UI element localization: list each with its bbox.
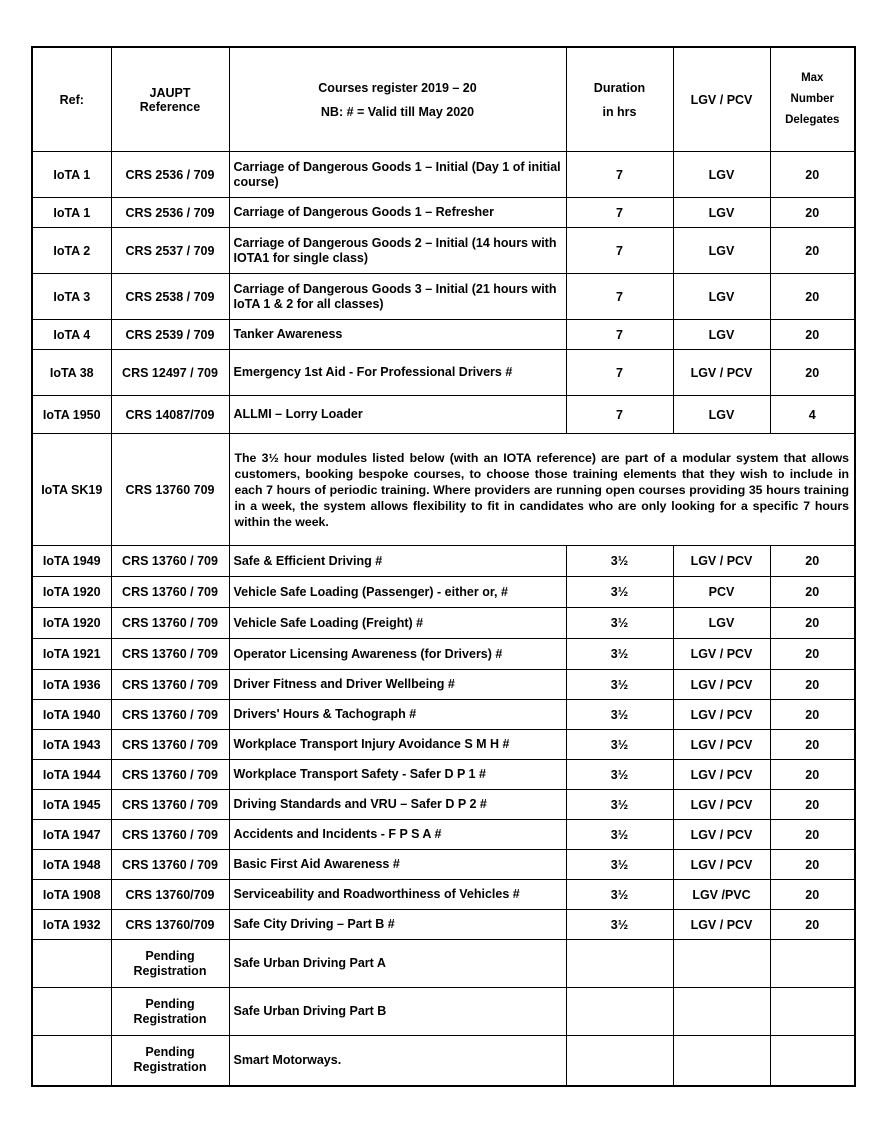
course-cell: Carriage of Dangerous Goods 1 – Initial (Day 1 of initial course): [229, 152, 566, 198]
max-delegates-cell: 20: [770, 700, 855, 730]
table-row: [32, 350, 855, 396]
table-row: [32, 546, 855, 577]
lgv-pcv-cell: LGV / PCV: [673, 820, 770, 850]
table-row: [32, 910, 855, 940]
max-delegates-cell: 20: [770, 820, 855, 850]
lgv-pcv-cell: LGV / PCV: [673, 700, 770, 730]
ref-cell: IoTA 1921: [32, 639, 111, 670]
lgv-pcv-cell: LGV / PCV: [673, 546, 770, 577]
max-delegates-cell: 20: [770, 152, 855, 198]
lgv-pcv-cell: PCV: [673, 577, 770, 608]
duration-cell: 3½: [566, 546, 673, 577]
lgv-pcv-cell: LGV: [673, 396, 770, 434]
jaupt-cell: CRS 13760 / 709: [111, 577, 229, 608]
duration-cell: 7: [566, 274, 673, 320]
lgv-pcv-cell-empty: [673, 988, 770, 1036]
registration-label: Registration: [133, 1060, 207, 1075]
duration-cell: 3½: [566, 850, 673, 880]
duration-cell-empty: [566, 1036, 673, 1086]
ref-cell: IoTA 4: [32, 320, 111, 350]
ref-cell: IoTA 1936: [32, 670, 111, 700]
duration-cell: 3½: [566, 880, 673, 910]
course-cell: Tanker Awareness: [229, 320, 566, 350]
course-cell: Driving Standards and VRU – Safer D P 2 #: [229, 790, 566, 820]
jaupt-cell: CRS 12497 / 709: [111, 350, 229, 396]
jaupt-cell: [111, 1036, 229, 1086]
jaupt-cell: CRS 13760 / 709: [111, 790, 229, 820]
max-delegates-cell: 20: [770, 274, 855, 320]
course-cell: Drivers' Hours & Tachograph #: [229, 700, 566, 730]
course-cell: Vehicle Safe Loading (Freight) #: [229, 608, 566, 639]
jaupt-cell: CRS 13760/709: [111, 910, 229, 940]
lgv-pcv-cell: LGV: [673, 152, 770, 198]
ref-cell: IoTA 1944: [32, 760, 111, 790]
course-cell: Safe & Efficient Driving #: [229, 546, 566, 577]
max-delegates-cell: 20: [770, 850, 855, 880]
table-row-pending: [32, 940, 855, 988]
ref-cell: IoTA 1947: [32, 820, 111, 850]
course-cell: Safe Urban Driving Part A: [229, 940, 566, 988]
ref-cell: IoTA 1: [32, 152, 111, 198]
duration-cell: 3½: [566, 608, 673, 639]
max-delegates-cell: 20: [770, 790, 855, 820]
course-cell: Carriage of Dangerous Goods 1 – Refresher: [229, 198, 566, 228]
lgv-pcv-cell: LGV: [673, 228, 770, 274]
header-jaupt: [111, 47, 229, 152]
jaupt-cell: CRS 2537 / 709: [111, 228, 229, 274]
duration-cell: 3½: [566, 670, 673, 700]
course-cell: Workplace Transport Safety - Safer D P 1 #: [229, 760, 566, 790]
lgv-pcv-cell-empty: [673, 940, 770, 988]
duration-cell-empty: [566, 988, 673, 1036]
table-row: [32, 730, 855, 760]
modular-system-note: The 3½ hour modules listed below (with an IOTA reference) are part of a modular system that allows customers, booking bespoke courses, to choose those training elements that they wish to include in each 7 hours of periodic training. Where providers are running open courses providing 35 hours training in a week, the system allows flexibility to fit in candidates who are only looking for a specific 7 hours within the week.: [229, 434, 855, 546]
course-cell: Smart Motorways.: [229, 1036, 566, 1086]
table-row: [32, 700, 855, 730]
table-row: [32, 820, 855, 850]
table-row-sk19: [32, 434, 855, 546]
lgv-pcv-cell: LGV / PCV: [673, 639, 770, 670]
pending-label: Pending: [145, 948, 195, 963]
course-cell: Basic First Aid Awareness #: [229, 850, 566, 880]
lgv-pcv-cell: LGV: [673, 198, 770, 228]
lgv-pcv-cell: LGV / PCV: [673, 850, 770, 880]
ref-cell: IoTA 3: [32, 274, 111, 320]
table-row: [32, 320, 855, 350]
duration-cell: 7: [566, 228, 673, 274]
header-course-note: NB: # = Valid till May 2020: [320, 104, 475, 119]
course-cell: Vehicle Safe Loading (Passenger) - either or, #: [229, 577, 566, 608]
max-delegates-cell: 20: [770, 546, 855, 577]
jaupt-cell: CRS 13760 / 709: [111, 700, 229, 730]
duration-cell: 7: [566, 198, 673, 228]
max-delegates-cell-empty: [770, 988, 855, 1036]
ref-cell: IoTA 1943: [32, 730, 111, 760]
max-delegates-cell: 20: [770, 730, 855, 760]
ref-cell: IoTA 2: [32, 228, 111, 274]
max-delegates-cell: 20: [770, 910, 855, 940]
header-ref: Ref:: [32, 47, 111, 152]
course-cell: Serviceability and Roadworthiness of Vehicles #: [229, 880, 566, 910]
header-row: [32, 47, 855, 152]
lgv-pcv-cell: LGV / PCV: [673, 730, 770, 760]
table-row: [32, 670, 855, 700]
table-row: [32, 790, 855, 820]
table-row-pending: [32, 1036, 855, 1086]
max-delegates-cell: 20: [770, 198, 855, 228]
ref-cell: IoTA 38: [32, 350, 111, 396]
header-max-delegates: [770, 47, 855, 152]
max-delegates-cell: 20: [770, 228, 855, 274]
header-max-line1: Max: [801, 72, 824, 84]
max-delegates-cell: 20: [770, 880, 855, 910]
jaupt-cell: CRS 13760 / 709: [111, 850, 229, 880]
pending-label: Pending: [145, 1045, 195, 1060]
ref-cell: IoTA 1945: [32, 790, 111, 820]
lgv-pcv-cell: LGV / PCV: [673, 350, 770, 396]
header-jaupt-line1: JAUPT: [149, 85, 191, 100]
max-delegates-cell: 20: [770, 639, 855, 670]
header-duration-line2: in hrs: [602, 104, 637, 119]
header-max-line3: Delegates: [785, 114, 840, 126]
table-body: [32, 152, 855, 1086]
max-delegates-cell: 20: [770, 577, 855, 608]
duration-cell: 7: [566, 350, 673, 396]
table-row: [32, 639, 855, 670]
max-delegates-cell-empty: [770, 940, 855, 988]
course-cell: Safe City Driving – Part B #: [229, 910, 566, 940]
ref-cell: IoTA 1949: [32, 546, 111, 577]
table-row: [32, 198, 855, 228]
course-cell: Safe Urban Driving Part B: [229, 988, 566, 1036]
lgv-pcv-cell: LGV / PCV: [673, 670, 770, 700]
ref-cell: IoTA 1950: [32, 396, 111, 434]
course-cell: Carriage of Dangerous Goods 3 – Initial (21 hours with IoTA 1 & 2 for all classes): [229, 274, 566, 320]
max-delegates-cell: 20: [770, 670, 855, 700]
course-cell: ALLMI – Lorry Loader: [229, 396, 566, 434]
jaupt-cell: CRS 2538 / 709: [111, 274, 229, 320]
table-row: [32, 228, 855, 274]
lgv-pcv-cell: LGV: [673, 274, 770, 320]
courses-register-table: [31, 46, 856, 1087]
duration-cell: 3½: [566, 700, 673, 730]
registration-label: Registration: [133, 1011, 207, 1026]
ref-cell-empty: [32, 1036, 111, 1086]
lgv-pcv-cell: LGV: [673, 608, 770, 639]
duration-cell: 3½: [566, 730, 673, 760]
max-delegates-cell-empty: [770, 1036, 855, 1086]
header-lgv-pcv: LGV / PCV: [673, 47, 770, 152]
duration-cell: 7: [566, 152, 673, 198]
table-row: [32, 760, 855, 790]
jaupt-cell: CRS 13760 / 709: [111, 670, 229, 700]
max-delegates-cell: 20: [770, 350, 855, 396]
table-row: [32, 396, 855, 434]
table-row: [32, 880, 855, 910]
jaupt-cell: CRS 2536 / 709: [111, 152, 229, 198]
max-delegates-cell: 20: [770, 608, 855, 639]
duration-cell: 3½: [566, 910, 673, 940]
course-cell: Carriage of Dangerous Goods 2 – Initial (14 hours with IOTA1 for single class): [229, 228, 566, 274]
pending-label: Pending: [145, 996, 195, 1011]
duration-cell-empty: [566, 940, 673, 988]
course-cell: Driver Fitness and Driver Wellbeing #: [229, 670, 566, 700]
ref-cell: IoTA 1920: [32, 577, 111, 608]
table-row-pending: [32, 988, 855, 1036]
ref-cell: IoTA 1948: [32, 850, 111, 880]
ref-cell: IoTA SK19: [32, 434, 111, 546]
table-row: [32, 274, 855, 320]
registration-label: Registration: [133, 963, 207, 978]
jaupt-cell: CRS 13760 709: [111, 434, 229, 546]
table-row: [32, 608, 855, 639]
lgv-pcv-cell-empty: [673, 1036, 770, 1086]
duration-cell: 3½: [566, 577, 673, 608]
duration-cell: 7: [566, 396, 673, 434]
ref-cell: IoTA 1932: [32, 910, 111, 940]
jaupt-cell: [111, 940, 229, 988]
ref-cell: IoTA 1908: [32, 880, 111, 910]
header-max-line2: Number: [790, 93, 834, 105]
jaupt-cell: CRS 2536 / 709: [111, 198, 229, 228]
jaupt-cell: [111, 988, 229, 1036]
jaupt-cell: CRS 13760 / 709: [111, 546, 229, 577]
jaupt-cell: CRS 13760/709: [111, 880, 229, 910]
jaupt-cell: CRS 2539 / 709: [111, 320, 229, 350]
ref-cell-empty: [32, 940, 111, 988]
course-cell: Workplace Transport Injury Avoidance S M H #: [229, 730, 566, 760]
jaupt-cell: CRS 13760 / 709: [111, 730, 229, 760]
table-row: [32, 152, 855, 198]
table-row: [32, 577, 855, 608]
jaupt-cell: CRS 13760 / 709: [111, 760, 229, 790]
header-duration-line1: Duration: [593, 80, 646, 95]
ref-cell: IoTA 1920: [32, 608, 111, 639]
course-cell: Accidents and Incidents - F P S A #: [229, 820, 566, 850]
jaupt-cell: CRS 14087/709: [111, 396, 229, 434]
duration-cell: 3½: [566, 760, 673, 790]
course-cell: Operator Licensing Awareness (for Drivers) #: [229, 639, 566, 670]
max-delegates-cell: 20: [770, 760, 855, 790]
table-row: [32, 850, 855, 880]
lgv-pcv-cell: LGV / PCV: [673, 910, 770, 940]
duration-cell: 3½: [566, 639, 673, 670]
jaupt-cell: CRS 13760 / 709: [111, 639, 229, 670]
header-jaupt-line2: Reference: [139, 99, 201, 114]
lgv-pcv-cell: LGV / PCV: [673, 790, 770, 820]
duration-cell: 3½: [566, 820, 673, 850]
duration-cell: 7: [566, 320, 673, 350]
header-course-title: Courses register 2019 – 20: [318, 80, 477, 95]
ref-cell: IoTA 1940: [32, 700, 111, 730]
jaupt-cell: CRS 13760 / 709: [111, 608, 229, 639]
jaupt-cell: CRS 13760 / 709: [111, 820, 229, 850]
course-cell: Emergency 1st Aid - For Professional Drivers #: [229, 350, 566, 396]
ref-cell-empty: [32, 988, 111, 1036]
lgv-pcv-cell: LGV /PVC: [673, 880, 770, 910]
header-course: [229, 47, 566, 152]
max-delegates-cell: 4: [770, 396, 855, 434]
lgv-pcv-cell: LGV / PCV: [673, 760, 770, 790]
max-delegates-cell: 20: [770, 320, 855, 350]
duration-cell: 3½: [566, 790, 673, 820]
ref-cell: IoTA 1: [32, 198, 111, 228]
header-duration: [566, 47, 673, 152]
lgv-pcv-cell: LGV: [673, 320, 770, 350]
